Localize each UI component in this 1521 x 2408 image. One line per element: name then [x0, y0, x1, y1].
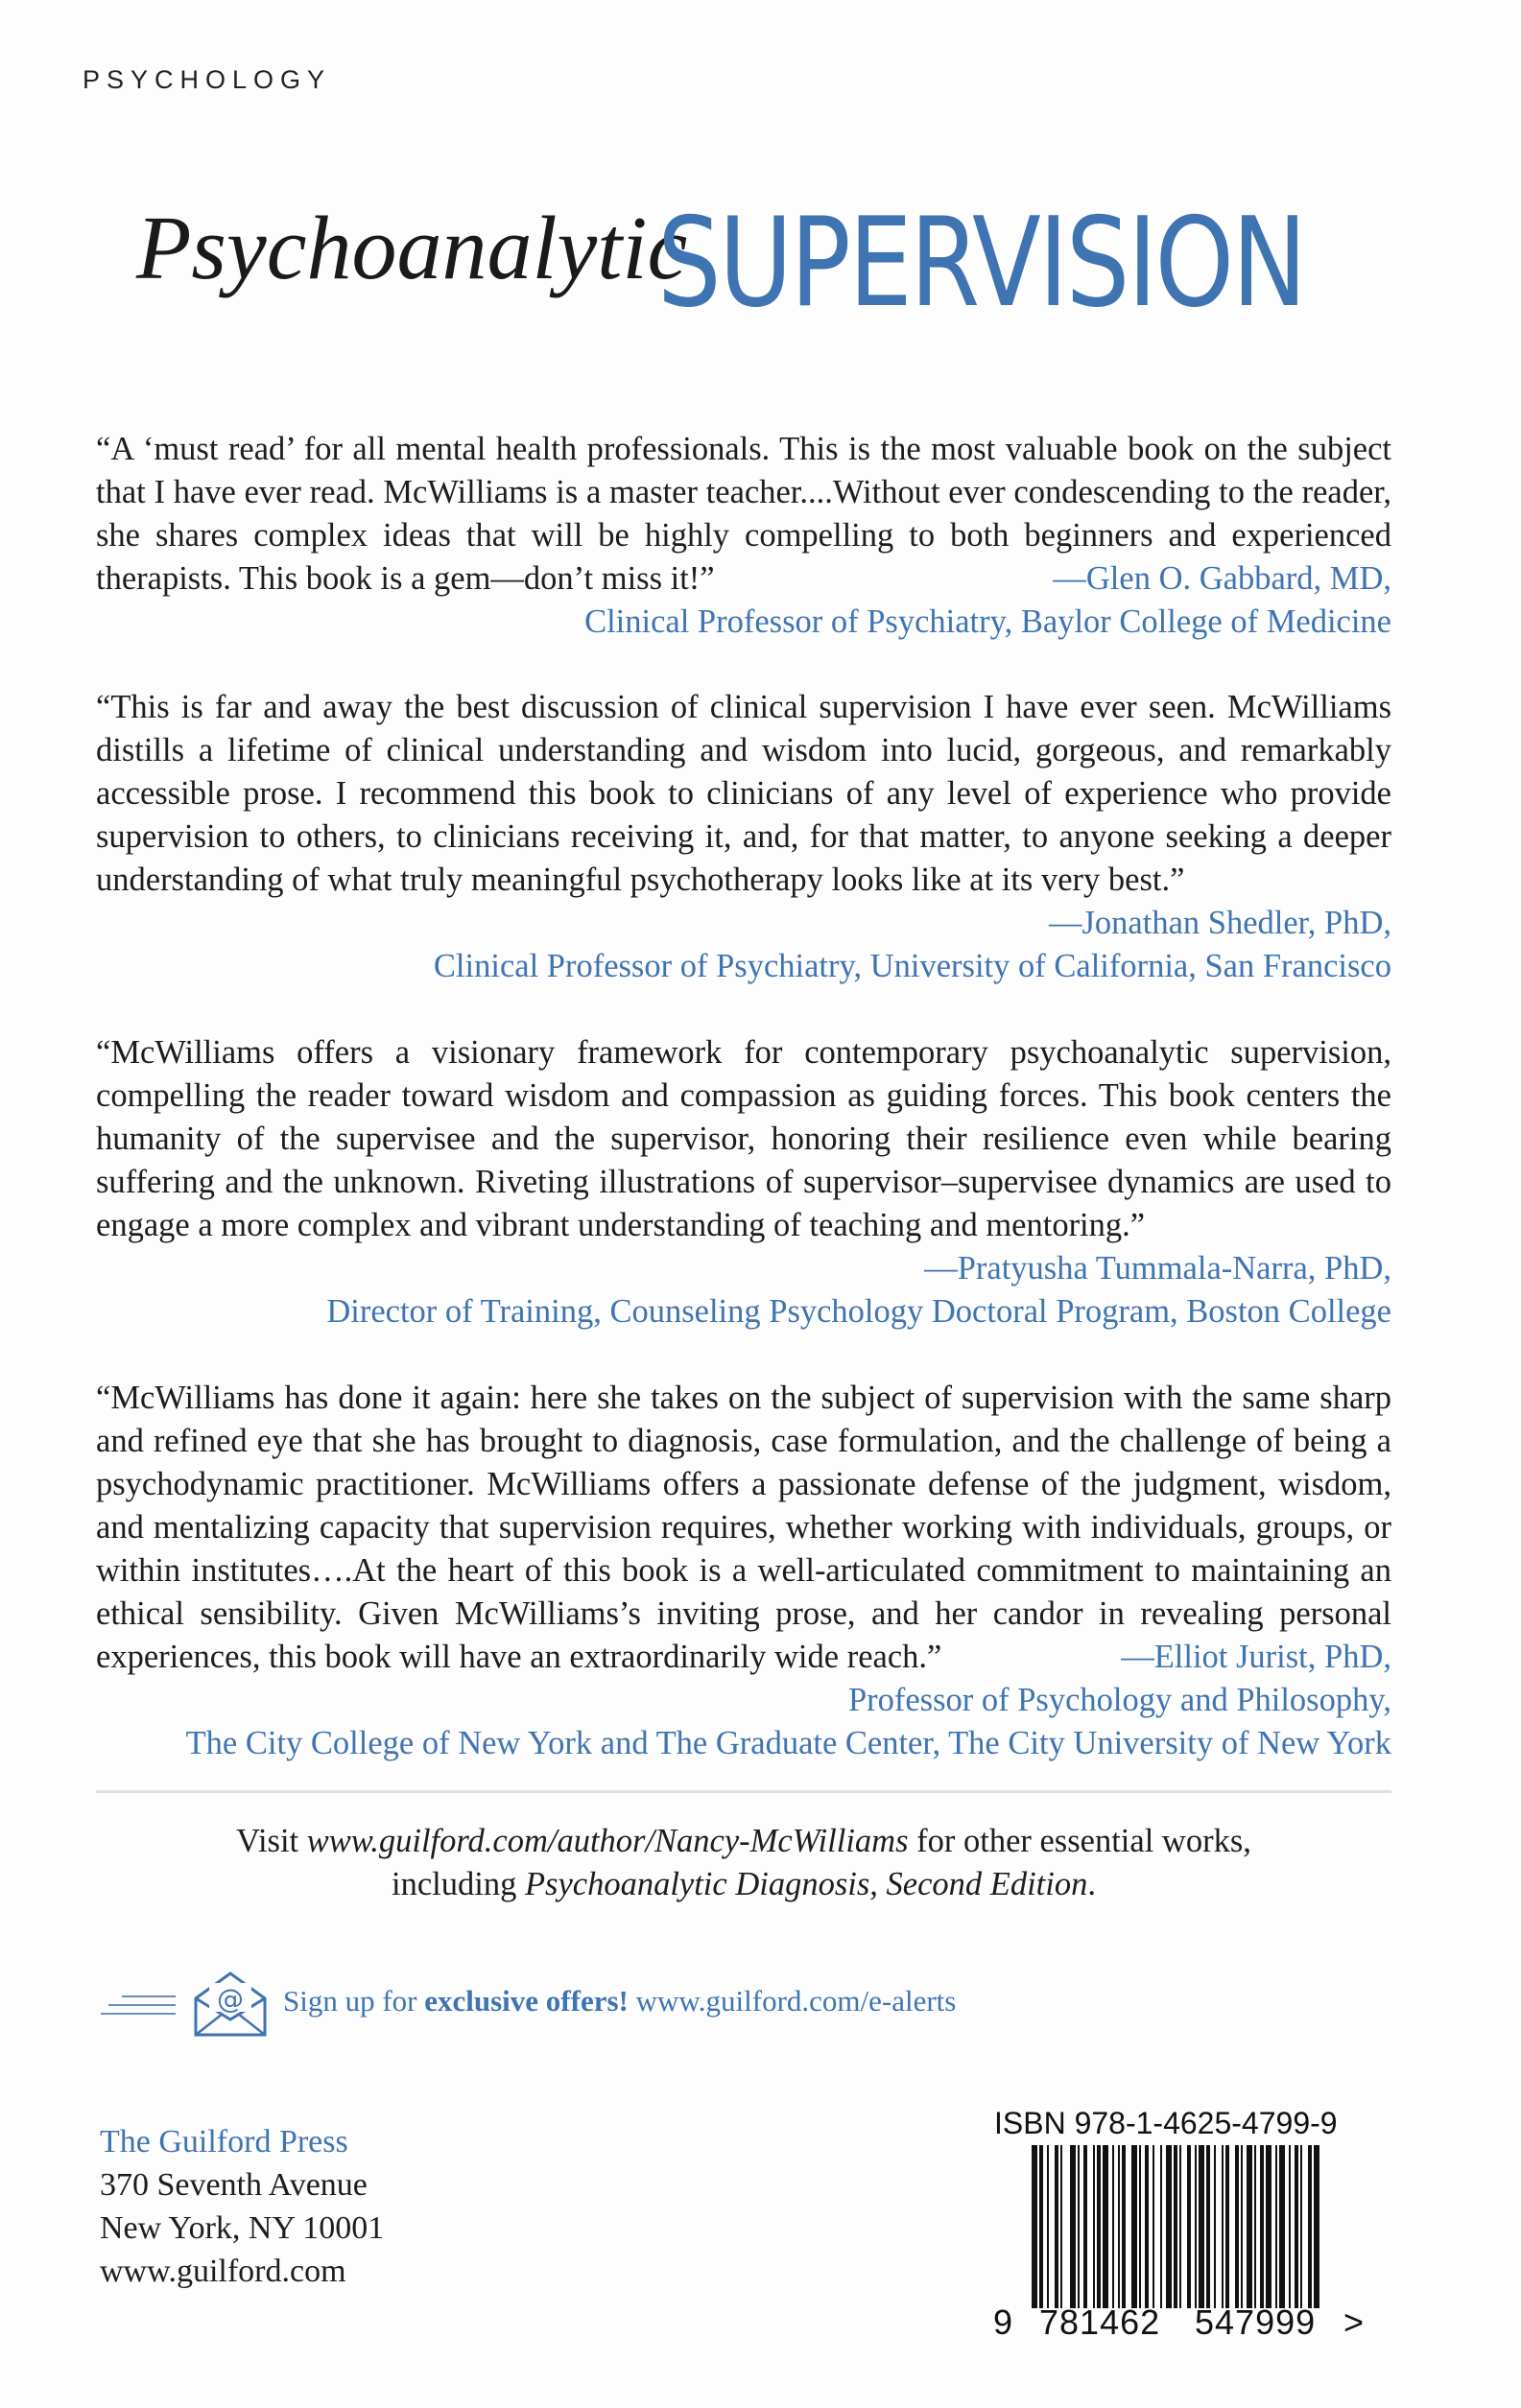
visit-prefix: Visit	[236, 1823, 307, 1859]
barcode-bar	[1122, 2145, 1126, 2308]
barcode-bar	[1295, 2145, 1298, 2308]
publisher-block	[100, 2120, 384, 2293]
barcode-bar	[1083, 2145, 1087, 2308]
endorsement-author: —Jonathan Shedler, PhD,	[1049, 905, 1391, 941]
endorsement-author: —Glen O. Gabbard, MD,	[1053, 560, 1391, 597]
endorsement-affiliation: Clinical Professor of Psychiatry, University of California, San Francisco	[433, 948, 1391, 984]
barcode-bar	[1289, 2145, 1291, 2308]
endorsement-text: “A ‘must read’ for all mental health professionals. This is the most valuable book on the subject that I have ever read. McWilliams is a master teacher....Without ever condescending to the reader, she shares complex ideas that will be highly compelling to both beginners and experienced therapists. This book is a gem—don’t miss it!”	[96, 431, 1391, 597]
publisher-address-1: 370 Seventh Avenue	[100, 2167, 368, 2203]
barcode-bar	[1097, 2145, 1101, 2308]
barcode-bar	[1260, 2145, 1264, 2308]
endorsement-text: “McWilliams offers a visionary framework for contemporary psychoanalytic supervision, compelling the reader toward wisdom and compassion as guiding forces. This book centers the humanity of the supervisee and the supervisor, honoring their resilience even while bearing suffering and the unknown. Riveting illustrations of supervisor–supervisee dynamics are used to engage a more complex and vibrant understanding of teaching and mentoring.”	[96, 1034, 1391, 1243]
endorsement-2	[96, 686, 1391, 988]
endorsement-affiliation-2: The City College of New York and The Graduate Center, The City University of New York	[185, 1725, 1391, 1761]
related-book-title: Psychoanalytic Diagnosis, Second Edition	[524, 1866, 1088, 1902]
barcode-bar	[1279, 2145, 1285, 2308]
barcode-digit-first: 9	[993, 2302, 1014, 2342]
barcode-bar	[1206, 2145, 1210, 2308]
barcode-bar	[1139, 2145, 1141, 2308]
barcode-bar	[1055, 2145, 1058, 2308]
barcode-bar	[1032, 2145, 1037, 2308]
endorsement-affiliation: Professor of Psychology and Philosophy,	[847, 1682, 1391, 1718]
endorsement-text: “McWilliams has done it again: here she takes on the subject of supervision with the same sharp and refined eye that she has brought to diagnosis, case formulation, and the challenge of being a psychodynamic practitioner. McWilliams offers a passionate defense of the judgment, wisdom, and mentalizing capacity that supervision requires, whether working with individuals, groups, or within institutes….At the heart of this book is a well-articulated commitment to maintaining an ethical sensibility. Given McWilliams’s inviting prose, and her candor in revealing personal experiences, this book will have an extraordinarily wide reach.”	[96, 1380, 1391, 1675]
barcode-bar	[1039, 2145, 1043, 2308]
barcode-bar	[1254, 2145, 1256, 2308]
barcode-bar	[1235, 2145, 1239, 2308]
barcode-arrow: >	[1343, 2302, 1366, 2342]
endorsement-3	[96, 1031, 1391, 1334]
endorsement-4	[96, 1377, 1391, 1765]
barcode-bar	[1275, 2145, 1277, 2308]
endorsement-1	[96, 428, 1391, 644]
publisher-address-2: New York, NY 10001	[100, 2210, 385, 2246]
visit-line2-prefix: including	[392, 1866, 525, 1902]
barcode-bar	[1047, 2145, 1049, 2308]
endorsement-text: “This is far and away the best discussion of clinical supervision I have ever seen. McWilliams distills a lifetime of clinical understanding and wisdom into lucid, gorgeous, and remarkably accessible prose. I recommend this book to clinicians of any level of experience who provide supervision to others, to clinicians receiving it, and, for that matter, to anyone seeking a deeper understanding of what truly meaningful psychotherapy looks like at its very best.”	[96, 689, 1391, 898]
barcode-bar	[1247, 2145, 1252, 2308]
envelope-at-icon	[192, 1970, 269, 2039]
barcode-digits-left: 781462	[1039, 2302, 1161, 2342]
barcode-bar	[1174, 2145, 1177, 2308]
barcode-bar	[1187, 2145, 1191, 2308]
barcode-bar	[1199, 2145, 1204, 2308]
barcode-bar	[1160, 2145, 1162, 2308]
barcode-bar	[1078, 2145, 1080, 2308]
barcode-bar	[1195, 2145, 1197, 2308]
barcode-bar	[1241, 2145, 1243, 2308]
visit-line2-suffix: .	[1087, 1866, 1096, 1902]
author-url[interactable]: www.guilford.com/author/Nancy-McWilliams	[306, 1823, 909, 1859]
barcode-bar	[1166, 2145, 1172, 2308]
barcode-bar	[1153, 2145, 1154, 2308]
signup-lead: Sign up for	[283, 1984, 425, 2018]
barcode-bar	[1179, 2145, 1181, 2308]
svg-text:@: @	[217, 1983, 244, 2015]
barcode	[1032, 2145, 1363, 2308]
barcode-bar	[1093, 2145, 1095, 2308]
barcode-bar	[1300, 2145, 1302, 2308]
barcode-bar	[1131, 2145, 1137, 2308]
endorsement-author: —Elliot Jurist, PhD,	[1121, 1639, 1391, 1675]
speed-lines-icon	[101, 1995, 178, 2024]
signup-bold: exclusive offers!	[424, 1984, 629, 2018]
barcode-bar	[1112, 2145, 1114, 2308]
barcode-bar	[1145, 2145, 1149, 2308]
publisher-website[interactable]: www.guilford.com	[100, 2254, 346, 2289]
isbn-label: ISBN 978-1-4625-4799-9	[994, 2106, 1338, 2140]
barcode-digits-right: 547999	[1195, 2302, 1317, 2342]
title-main: SUPERVISION	[657, 192, 1305, 335]
title-italic: Psychoanalytic	[136, 199, 688, 298]
barcode-bar	[1314, 2145, 1319, 2308]
barcode-bar	[1070, 2145, 1076, 2308]
endorsement-affiliation: Director of Training, Counseling Psychology Doctoral Program, Boston College	[326, 1293, 1391, 1330]
barcode-bar	[1266, 2145, 1271, 2308]
divider	[96, 1790, 1391, 1793]
barcode-bar	[1214, 2145, 1216, 2308]
barcode-bar	[1222, 2145, 1224, 2308]
barcode-bar	[1308, 2145, 1312, 2308]
signup-url[interactable]: www.guilford.com/e-alerts	[628, 1984, 957, 2018]
publisher-name: The Guilford Press	[100, 2124, 348, 2160]
barcode-bar	[1225, 2145, 1229, 2308]
visit-middle: for other essential works,	[908, 1823, 1251, 1859]
barcode-bar	[1118, 2145, 1120, 2308]
signup-banner	[101, 1967, 1060, 2043]
barcode-bar	[1103, 2145, 1108, 2308]
endorsement-affiliation: Clinical Professor of Psychiatry, Baylor College of Medicine	[584, 603, 1391, 640]
visit-note	[96, 1820, 1391, 1906]
category-label: PSYCHOLOGY	[83, 65, 332, 94]
barcode-bar	[1060, 2145, 1062, 2308]
signup-text[interactable]	[283, 1984, 956, 2018]
endorsement-author: —Pratyusha Tummala-Narra, PhD,	[924, 1250, 1391, 1287]
